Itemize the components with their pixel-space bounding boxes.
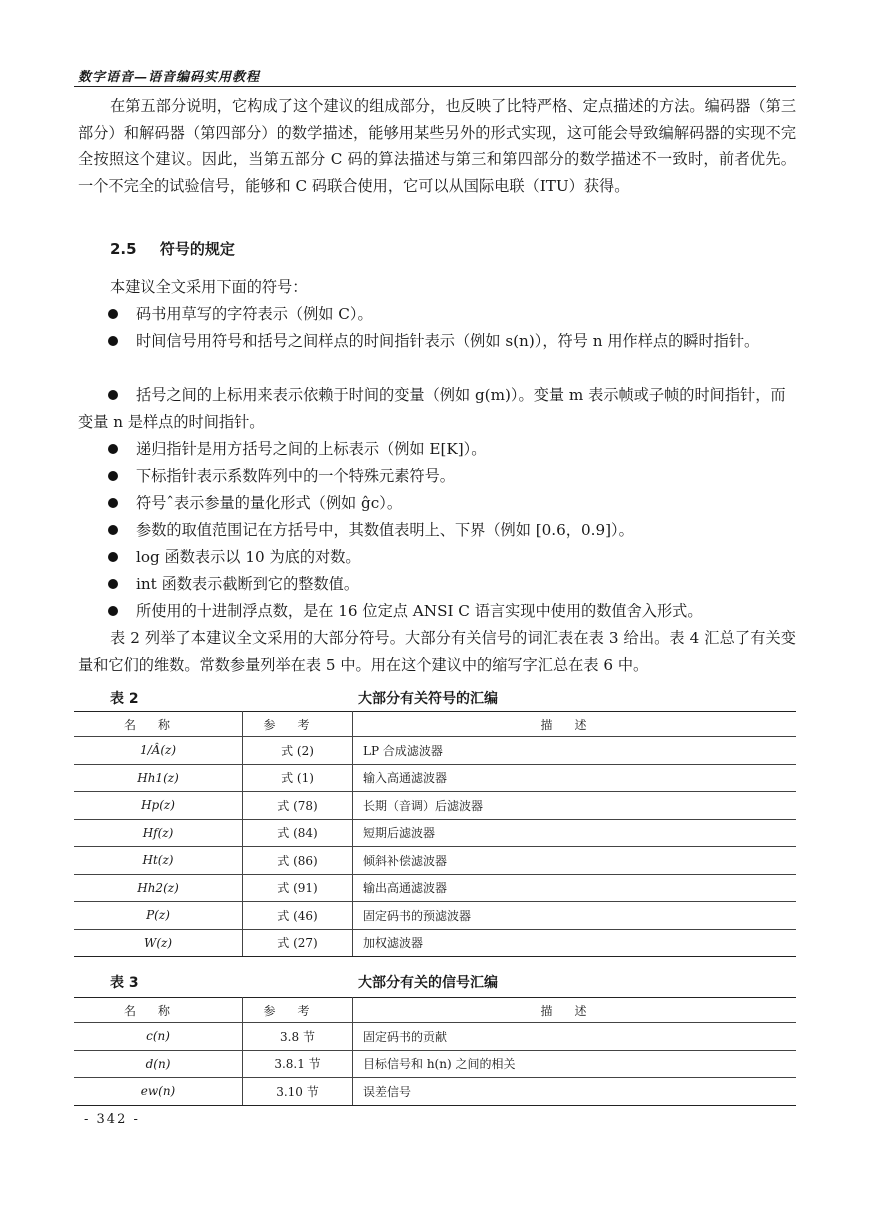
cell-name: Ht(z) <box>74 847 243 875</box>
cell-description: 固定码书的预滤波器 <box>353 902 797 930</box>
intro-paragraph: 在第五部分说明，它构成了这个建议的组成部分，也反映了比特严格、定点描述的方法。编码器（第三部分）和解码器（第四部分）的数学描述，能够用某些另外的形式实现，这可能会导致编解码器的实现不完全按照这个建议。因此，当第五部分 C 码的算法描述与第三和第四部分的数学描述不一致时，前者优先。一个不完全的试验信号，能够和 C 码联合使用，它可以从国际电联（ITU）获得。 <box>78 97 796 195</box>
cell-description: 固定码书的贡献 <box>353 1023 797 1051</box>
cell-reference: 式 (84) <box>243 819 353 847</box>
bullet-dot-icon <box>108 525 118 535</box>
table-row <box>74 929 796 957</box>
bullet-text: 下标指针表示系数阵列中的一个特殊元素符号。 <box>136 467 455 485</box>
bullet-dot-icon <box>108 336 118 346</box>
table3 <box>74 997 796 1106</box>
column-header-reference: 参考 <box>243 712 353 737</box>
bullet-item <box>78 490 796 517</box>
cell-description: 加权滤波器 <box>353 929 797 957</box>
cell-reference: 式 (46) <box>243 902 353 930</box>
bullet-text: 递归指针是用方括号之间的上标表示（例如 E[K]）。 <box>136 440 487 458</box>
bullet-text: 时间信号用符号和括号之间样点的时间指针表示（例如 s(n)），符号 n 用作样点的瞬时指针。 <box>136 332 760 350</box>
bullet-text: 所使用的十进制浮点数，是在 16 位定点 ANSI C 语言实现中使用的数值舍入形式。 <box>136 602 703 620</box>
cell-reference: 式 (2) <box>243 737 353 765</box>
cell-description: 输出高通滤波器 <box>353 874 797 902</box>
column-header-reference: 参考 <box>243 998 353 1023</box>
bullet-item <box>78 517 796 544</box>
cell-reference: 式 (78) <box>243 792 353 820</box>
cell-reference: 3.8.1 节 <box>243 1050 353 1078</box>
table-row <box>74 1078 796 1106</box>
bullet-item <box>78 436 796 463</box>
bullet-dot-icon <box>108 309 118 319</box>
bullet-item <box>78 382 796 435</box>
bullet-text: int 函数表示截断到它的整数值。 <box>136 575 360 593</box>
table-header-row <box>74 712 796 737</box>
bullet-dot-icon <box>108 552 118 562</box>
column-header-name: 名称 <box>74 712 243 737</box>
cell-name: Hh1(z) <box>74 764 243 792</box>
bullet-text: 码书用草写的字符表示（例如 C）。 <box>136 305 373 323</box>
bullet-text: 符号ˆ表示参量的量化形式（例如 ĝc）。 <box>136 494 403 512</box>
cell-description: 倾斜补偿滤波器 <box>353 847 797 875</box>
bullet-item <box>78 463 796 490</box>
cell-reference: 式 (91) <box>243 874 353 902</box>
cell-name: Hf(z) <box>74 819 243 847</box>
cell-reference: 式 (1) <box>243 764 353 792</box>
cell-description: 短期后滤波器 <box>353 819 797 847</box>
column-header-name: 名称 <box>74 998 243 1023</box>
table2 <box>74 711 796 957</box>
cell-name: P(z) <box>74 902 243 930</box>
cell-description: 误差信号 <box>353 1078 797 1106</box>
cell-name: Hh2(z) <box>74 874 243 902</box>
table-row <box>74 847 796 875</box>
table-header-row <box>74 998 796 1023</box>
column-header-description: 描述 <box>353 712 797 737</box>
table2-title: 大部分有关符号的汇编 <box>358 691 498 707</box>
cell-name: W(z) <box>74 929 243 957</box>
cell-description: 输入高通滤波器 <box>353 764 797 792</box>
section-heading <box>110 238 235 259</box>
summary-paragraph: 表 2 列举了本建议全文采用的大部分符号。大部分有关信号的词汇表在表 3 给出。表 4 汇总了有关变量和它们的维数。常数参量列举在表 5 中。用在这个建议中的缩写字汇总在表 6 中。 <box>78 629 796 674</box>
cell-description: 长期（音调）后滤波器 <box>353 792 797 820</box>
table3-label: 表 3 <box>110 975 139 991</box>
running-header: 数字语音—语音编码实用教程 <box>78 70 261 85</box>
bullet-dot-icon <box>108 498 118 508</box>
cell-name: 1/Â(z) <box>74 737 243 765</box>
cell-description: LP 合成滤波器 <box>353 737 797 765</box>
bullet-text: 括号之间的上标用来表示依赖于时间的变量（例如 g(m)）。变量 m 表示帧或子帧的时间指针，而变量 n 是样点的时间指针。 <box>78 386 786 431</box>
section-number: 2.5 <box>110 240 137 258</box>
cell-name: d(n) <box>74 1050 243 1078</box>
cell-reference: 式 (27) <box>243 929 353 957</box>
bullet-dot-icon <box>108 606 118 616</box>
table-row <box>74 1050 796 1078</box>
page-number: - 342 - <box>84 1112 140 1127</box>
bullet-item <box>78 544 796 571</box>
header-rule <box>74 86 796 87</box>
section-title: 符号的规定 <box>159 240 235 258</box>
bullet-dot-icon <box>108 444 118 454</box>
bullet-dot-icon <box>108 471 118 481</box>
bullet-text: 参数的取值范围记在方括号中，其数值表明上、下界（例如 [0.6，0.9]）。 <box>136 521 634 539</box>
bullet-text: log 函数表示以 10 为底的对数。 <box>136 548 361 566</box>
cell-name: Hp(z) <box>74 792 243 820</box>
table2-label: 表 2 <box>110 691 139 707</box>
bullet-item <box>78 598 796 625</box>
column-header-description: 描述 <box>353 998 797 1023</box>
bullet-item <box>78 301 796 328</box>
table-row <box>74 792 796 820</box>
cell-reference: 3.8 节 <box>243 1023 353 1051</box>
table-row <box>74 902 796 930</box>
bullet-item <box>78 571 796 598</box>
table-row <box>74 764 796 792</box>
bullet-item <box>78 328 796 355</box>
bullet-dot-icon <box>108 579 118 589</box>
table-row <box>74 874 796 902</box>
cell-name: ew(n) <box>74 1078 243 1106</box>
table-row <box>74 737 796 765</box>
cell-reference: 式 (86) <box>243 847 353 875</box>
bullet-dot-icon <box>108 390 118 400</box>
cell-reference: 3.10 节 <box>243 1078 353 1106</box>
table3-title: 大部分有关的信号汇编 <box>358 975 498 991</box>
lead-sentence: 本建议全文采用下面的符号： <box>110 278 308 296</box>
table-row <box>74 819 796 847</box>
cell-description: 目标信号和 h(n) 之间的相关 <box>353 1050 797 1078</box>
cell-name: c(n) <box>74 1023 243 1051</box>
table-row <box>74 1023 796 1051</box>
